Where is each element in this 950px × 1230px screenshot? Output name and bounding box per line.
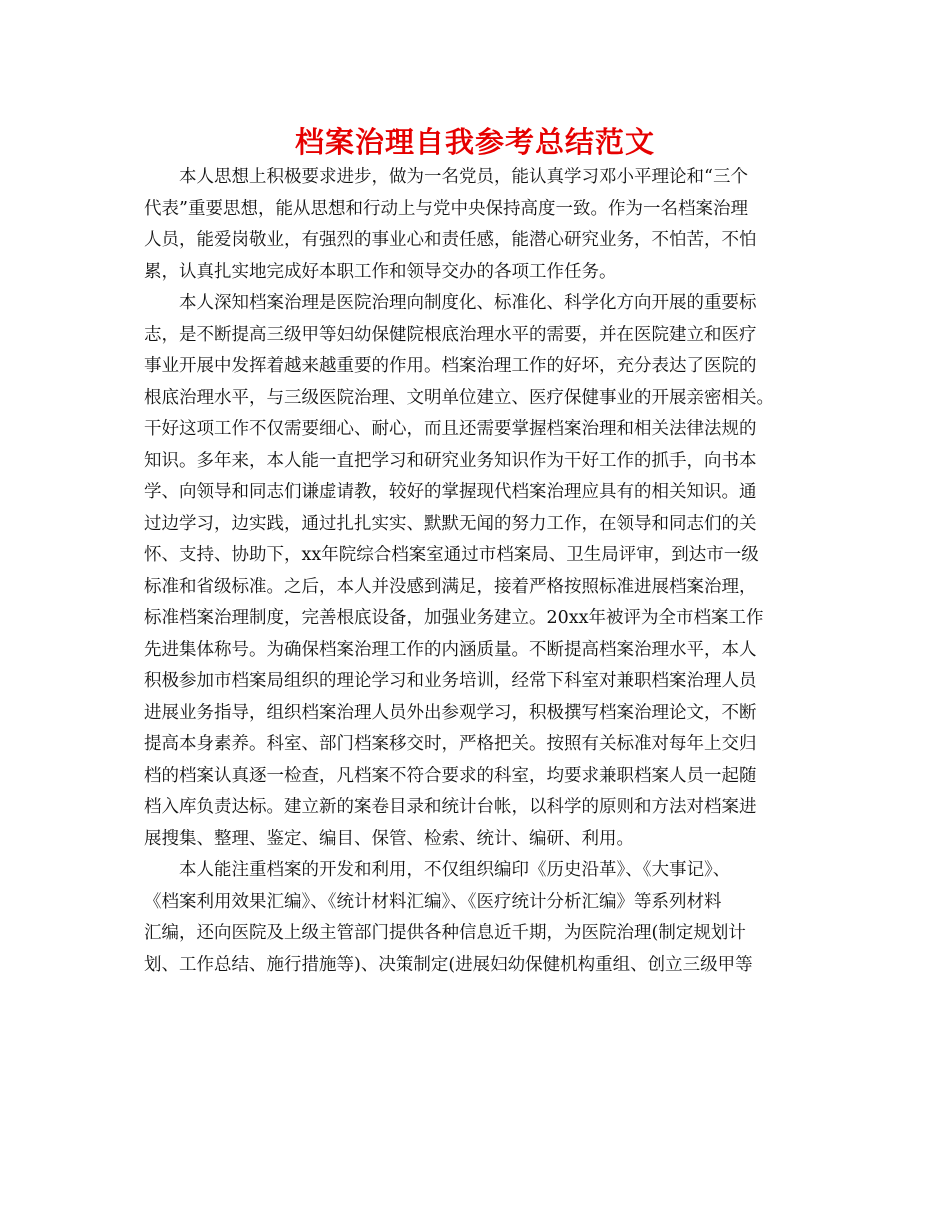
text-line: 本人能注重档案的开发和利用，不仅组织编印《历史沿革》、《大事记》、 [179, 860, 731, 880]
text-line: 本人思想上积极要求进步，做为一名党员，能认真学习邓小平理论和“三个 [179, 167, 748, 187]
text-line: 代表”重要思想，能从思想和行动上与党中央保持高度一致。作为一名档案治理 [144, 198, 748, 219]
text-line: 知识。多年来，本人能一直把学习和研究业务知识作为干好工作的抓手，向书本 [144, 450, 757, 471]
text-line: 累，认真扎实地完成好本职工作和领导交办的各项工作任务。 [144, 261, 617, 282]
text-line: 人员，能爱岗敬业，有强烈的事业心和责任感，能潜心研究业务，不怕苦，不怕 [144, 230, 757, 250]
text-line: 划、工作总结、施行措施等)、决策制定(进展妇幼保健机构重组、创立三级甲等 [144, 954, 753, 975]
text-line: 先进集体称号。为确保档案治理工作的内涵质量。不断提高档案治理水平，本人 [144, 639, 757, 660]
text-line: 标准和省级标准。之后，本人并没感到满足，接着严格按照标准进展档案治理， [144, 576, 757, 597]
text-line: 过边学习，边实践，通过扎扎实实、默默无闻的努力工作，在领导和同志们的关 [144, 513, 757, 534]
text-line: 事业开展中发挥着越来越重要的作用。档案治理工作的好坏，充分表达了医院的 [144, 356, 757, 376]
text-line: 标准档案治理制度，完善根底设备，加强业务建立。20xx年被评为全市档案工作 [144, 608, 764, 628]
text-line: 展搜集、整理、鉴定、编目、保管、检索、统计、编研、利用。 [144, 828, 634, 849]
text-line: 档的档案认真逐一检查，凡档案不符合要求的科室，均要求兼职档案人员一起随 [144, 765, 757, 786]
text-line: 积极参加市档案局组织的理论学习和业务培训，经常下科室对兼职档案治理人员 [144, 671, 757, 691]
text-line: 进展业务指导，组织档案治理人员外出参观学习，积极撰写档案治理论文，不断 [144, 702, 757, 723]
text-line: 学、向领导和同志们谦虚请教，较好的掌握现代档案治理应具有的相关知识。通 [144, 482, 757, 502]
document-body [144, 162, 804, 981]
text-line: 干好这项工作不仅需要细心、耐心，而且还需要掌握档案治理和相关法律法规的 [144, 419, 757, 439]
text-line: 怀、支持、协助下，xx年院综合档案室通过市档案局、卫生局评审，到达市一级 [144, 545, 759, 565]
text-line: 汇编，还向医院及上级主管部门提供各种信息近千期，为医院治理(制定规划计 [144, 923, 746, 943]
text-line: 志，是不断提高三级甲等妇幼保健院根底治理水平的需要，并在医院建立和医疗 [144, 324, 757, 345]
document-title: 档案治理自我参考总结范文 [294, 125, 655, 159]
text-line: 《档案利用效果汇编》、《统计材料汇编》、《医疗统计分析汇编》等系列材料 [144, 891, 722, 912]
text-line: 本人深知档案治理是医院治理向制度化、标准化、科学化方向开展的重要标 [179, 293, 757, 313]
text-line: 档入库负责达标。建立新的案卷目录和统计台帐，以科学的原则和方法对档案进 [144, 797, 757, 817]
text-line: 根底治理水平，与三级医院治理、文明单位建立、医疗保健事业的开展亲密相关。 [144, 387, 774, 408]
text-line: 提高本身素养。科室、部门档案移交时，严格把关。按照有关标准对每年上交归 [144, 734, 757, 754]
